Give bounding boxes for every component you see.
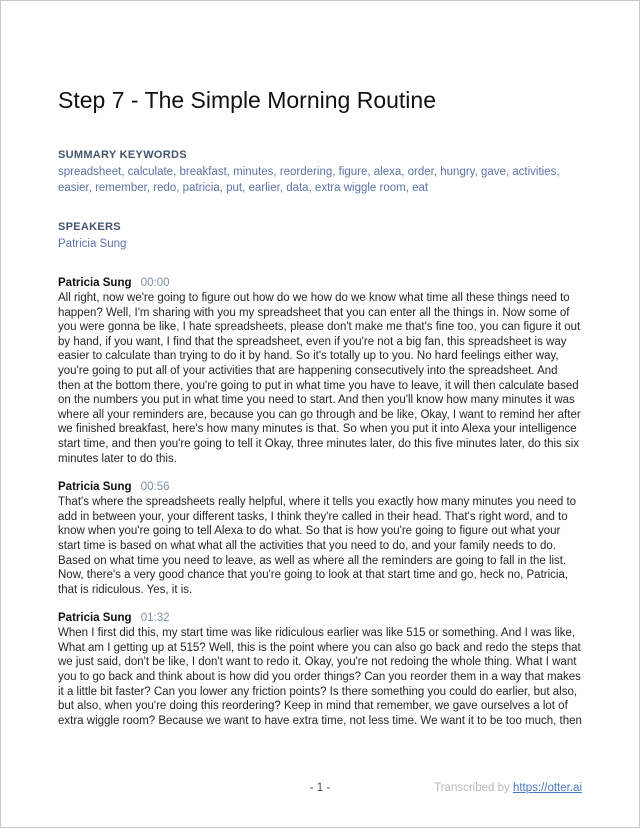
segment-text: When I first did this, my start time was like ridiculous earlier was like 515 or something. And I was like, What am I getting up at 515? Well, this is the point where you can also go back and redo the steps that we just said, don't be like, I don't want to redo it. Okay, you're not redoing the whole thing. What I want you to go back and think about is how did you order things? Can you reorder them in a way that makes it a little bit faster? Can you lower any friction points? Is there something you could do earlier, but also, but also, when you're doing this reordering? Keep in mind that remember, we gave ourselves a lot of extra wiggle room? Because we want to have extra time, not less time. We want it to be too much, then bbox=[58, 627, 582, 727]
transcript-segment bbox=[58, 481, 582, 597]
speaker-name: Patricia Sung bbox=[58, 612, 132, 625]
timestamp: 01:32 bbox=[140, 612, 170, 625]
otter-link[interactable]: https://otter.ai bbox=[512, 782, 582, 794]
page-title: Step 7 - The Simple Morning Routine bbox=[58, 87, 436, 113]
speakers-section bbox=[58, 221, 582, 252]
summary-keywords-label: SUMMARY KEYWORDS bbox=[58, 149, 187, 161]
transcript-segment bbox=[58, 277, 582, 466]
page-number: - 1 - bbox=[309, 782, 331, 794]
timestamp: 00:56 bbox=[140, 481, 170, 494]
speaker-name: Patricia Sung bbox=[58, 277, 132, 289]
speakers-label: SPEAKERS bbox=[58, 221, 121, 233]
segment-header bbox=[58, 277, 582, 289]
transcript-segment bbox=[58, 612, 582, 728]
segment-text: All right, now we're going to figure out how do we how do we know what time all these things need to happen? Well, I'm sharing with you my spreadsheet that you can enter all the things in. Now some of you were gonna be like, I hate spreadsheets, please don't make me that's fine too, you can figure it out by hand, if you want, I find that the spreadsheet, even if you're not a big fan, this spreadsheet is way easier to calculate than trying to do it by hand. So it's totally up to you. No hard feelings either way, you're going to put all of your activities that are happening consecutively into the spreadsheet. And then at the bottom there, you're going to put in what time you have to leave, it will then calculate based on the numbers you put in what time you need to start. And then you'll know how many minutes it was where all your reminders are, because you can go through and be like, Okay, I want to remind her after we finished breakfast, here's how many minutes is that. So when you put it into Alexa your intelligence start time, and then you're going to tell it Okay, three minutes later, do this five minutes later, do this six minutes later to do this. bbox=[58, 292, 581, 465]
speakers-value: Patricia Sung bbox=[58, 238, 127, 250]
page-footer bbox=[58, 782, 582, 797]
timestamp: 00:00 bbox=[140, 277, 170, 289]
segment-header bbox=[58, 481, 582, 493]
summary-keywords-list: spreadsheet, calculate, breakfast, minutes, reordering, figure, alexa, order, hungry, gave, activities, easier, remember, redo, patricia, put, earlier, data, extra wiggle room, eat bbox=[58, 166, 560, 194]
summary-keywords-section bbox=[58, 149, 582, 196]
speaker-name: Patricia Sung bbox=[58, 481, 132, 494]
transcribed-by-label: Transcribed by bbox=[434, 782, 513, 794]
segment-header bbox=[58, 612, 582, 624]
transcribed-by bbox=[434, 782, 582, 794]
segment-text: That's where the spreadsheets really helpful, where it tells you exactly how many minutes you need to add in between your, your different tasks, I think they're called in their head. That's right word, and to know when you're going to tell Alexa to do what. So that is how you're going to figure out what your start time is based on what what all the activities that you need to do, and your family needs to do. Based on what time you need to leave, as well as where all the reminders are going to fall in the list. Now, there's a very good chance that you're going to look at that start time and go, heck no, Patricia, that is ridiculous. Yes, it is. bbox=[58, 496, 577, 596]
